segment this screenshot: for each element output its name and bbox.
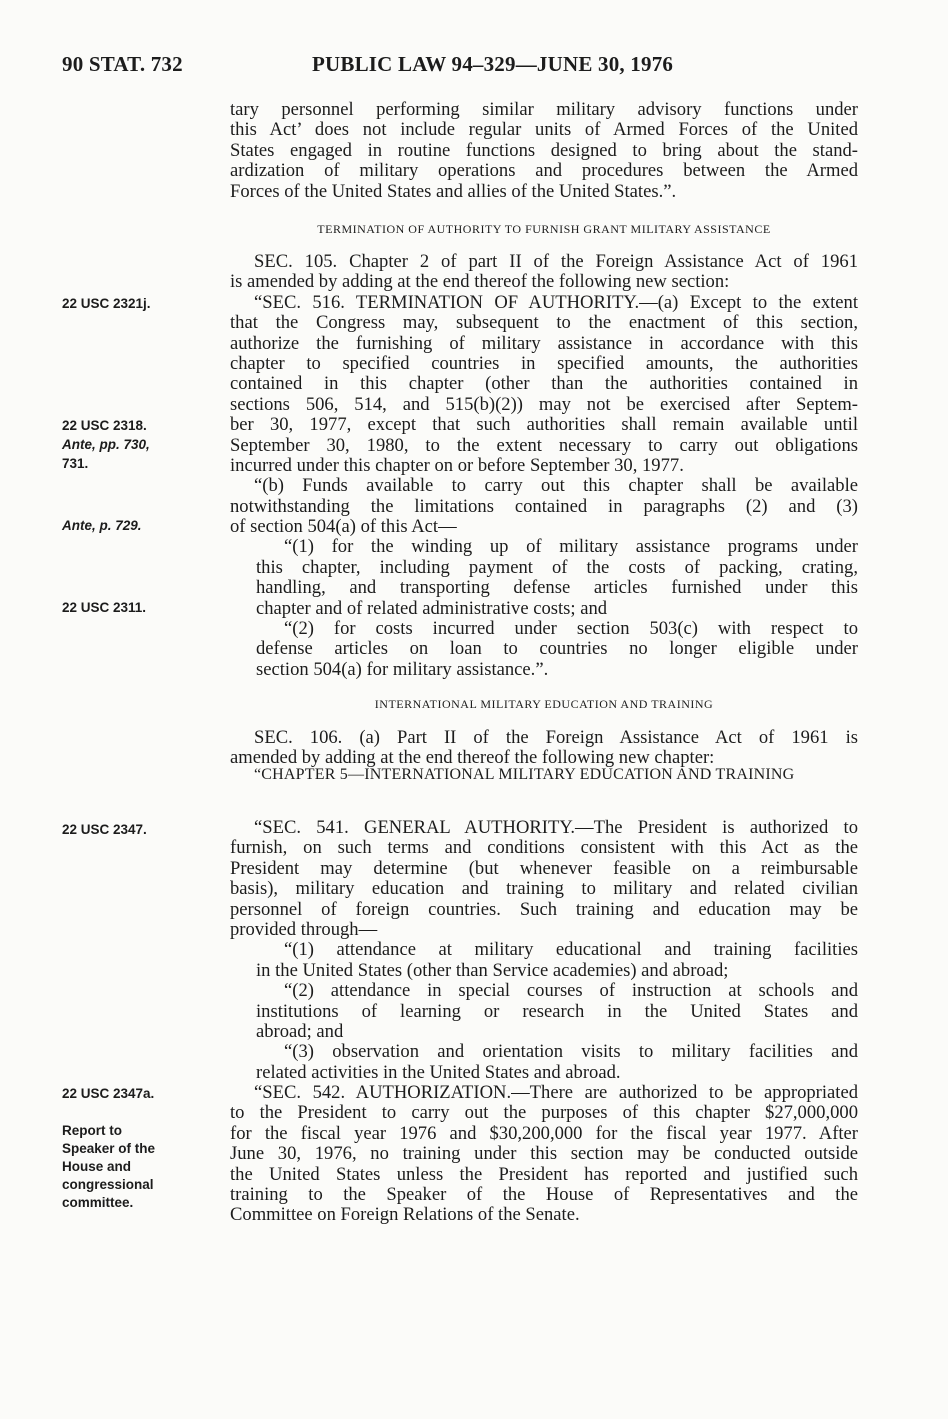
text-line: ber 30, 1977, except that such authorities shall remain available until [230, 414, 858, 436]
text-line: incurred under this chapter on or before September 30, 1977. [230, 454, 684, 476]
text-line: sections 506, 514, and 515(b)(2)) may not be exercised after Septem- [230, 393, 858, 415]
text-line: of section 504(a) of this Act— [230, 516, 457, 538]
margin-note-report [62, 1122, 155, 1212]
text-line: the United States unless the President has reported and justified such [230, 1163, 858, 1185]
margin-note [62, 516, 142, 536]
margin-note: 22 USC 2311. [62, 600, 147, 615]
text-line: President may determine (but whenever feasible on a reimbursable [230, 857, 858, 879]
text-line: training to the Speaker of the House of Representatives and the [230, 1184, 858, 1206]
text-line: this Act’ does not include regular units of Armed Forces of the United [230, 119, 858, 141]
text-line: contained in this chapter (other than the authorities contained in [230, 373, 858, 395]
text-line: SEC. 105. Chapter 2 of part II of the Foreign Assistance Act of 1961 [254, 251, 858, 272]
text-line: handling, and transporting defense articles furnished under this [256, 577, 858, 599]
text-line: section 504(a) for military assistance.”. [256, 658, 549, 680]
margin-note-italic: Ante, pp. 730, [62, 437, 150, 452]
margin-note: 22 USC 2347a. [62, 1086, 155, 1101]
text-line: chapter and of related administrative costs; and [256, 597, 608, 619]
page-stat-number: 90 STAT. 732 [62, 52, 183, 76]
text-block-chapter-5 [230, 818, 858, 1226]
page-header-title: PUBLIC LAW 94–329—JUNE 30, 1976 [312, 52, 674, 76]
text-line: “(1) for the winding up of military assistance programs under [284, 536, 858, 558]
margin-note-line: committee. [62, 1195, 134, 1210]
text-block-sec-106 [230, 728, 858, 769]
text-line: for the fiscal year 1976 and $30,200,000 for the fiscal year 1977. After [230, 1122, 858, 1144]
text-line: “(3) observation and orientation visits to military facilities and [284, 1041, 858, 1063]
text-line: related activities in the United States and abroad. [256, 1061, 621, 1083]
text-line: in the United States (other than Service academies) and abroad; [256, 959, 729, 981]
text-line: September 30, 1980, to the extent necessary to carry out obligations [230, 434, 858, 456]
text-line: authorize the furnishing of military assistance in accordance with this [230, 332, 858, 354]
text-line: that the Congress may, subsequent to the enactment of this section, [230, 312, 858, 334]
text-block-1 [230, 100, 858, 202]
text-line: “(2) attendance in special courses of instruction at schools and [284, 980, 858, 1002]
text-block-sec-105 [230, 252, 858, 680]
margin-note-line: Speaker of the [62, 1141, 156, 1156]
text-line: furnish, on such terms and conditions consistent with this Act as the [230, 837, 858, 859]
text-line: abroad; and [256, 1020, 344, 1042]
text-line: personnel of foreign countries. Such training and education may be [230, 898, 858, 920]
text-line: institutions of learning or research in the United States and [256, 1000, 858, 1022]
text-line: tary personnel performing similar military advisory functions under [230, 99, 858, 120]
margin-note-line: congressional [62, 1177, 154, 1192]
text-line: SEC. 106. (a) Part II of the Foreign Assistance Act of 1961 is [254, 727, 858, 748]
margin-note-line: House and [62, 1159, 132, 1174]
text-line: States engaged in routine functions designed to bring about the stand- [230, 139, 858, 161]
text-line: “SEC. 516. TERMINATION OF AUTHORITY.—(a) Except to the extent [254, 291, 858, 313]
margin-note [62, 435, 150, 455]
text-line: ardization of military operations and procedures between the Armed [230, 160, 858, 182]
margin-note: 22 USC 2318. [62, 418, 147, 433]
section-heading-imet: INTERNATIONAL MILITARY EDUCATION AND TRAINING [374, 697, 714, 711]
text-line: to the President to carry out the purposes of this chapter $27,000,000 [230, 1102, 858, 1124]
text-line: “SEC. 541. GENERAL AUTHORITY.—The President is authorized to [254, 817, 858, 838]
section-heading-termination: TERMINATION OF AUTHORITY TO FURNISH GRANT MILITARY ASSISTANCE [317, 222, 771, 236]
text-line: provided through— [230, 918, 378, 940]
text-line: Forces of the United States and allies of the United States.”. [230, 180, 677, 202]
margin-note-line: Report to [62, 1123, 122, 1138]
margin-note: 731. [62, 456, 89, 471]
text-line: Committee on Foreign Relations of the Senate. [230, 1204, 580, 1226]
text-line: June 30, 1976, no training under this section may be conducted outside [230, 1143, 858, 1165]
text-line: notwithstanding the limitations contained in paragraphs (2) and (3) [230, 495, 858, 517]
text-line: defense articles on loan to countries no longer eligible under [256, 638, 858, 660]
chapter-heading: “CHAPTER 5—INTERNATIONAL MILITARY EDUCATION AND TRAINING [254, 766, 795, 783]
text-line: basis), military education and training to military and related civilian [230, 878, 858, 900]
text-line: this chapter, including payment of the costs of packing, crating, [256, 556, 858, 578]
text-line: chapter to specified countries in specified amounts, the authorities [230, 352, 858, 374]
margin-note-italic: Ante, p. 729. [62, 518, 142, 533]
text-line: “(b) Funds available to carry out this chapter shall be available [254, 475, 858, 497]
text-line: “(1) attendance at military educational and training facilities [284, 939, 858, 961]
text-line: “SEC. 542. AUTHORIZATION.—There are authorized to be appropriated [254, 1082, 858, 1104]
margin-note: 22 USC 2347. [62, 822, 147, 837]
text-line: “(2) for costs incurred under section 503(c) with respect to [284, 618, 858, 640]
margin-note: 22 USC 2321j. [62, 296, 151, 311]
text-line: is amended by adding at the end thereof the following new section: [230, 271, 730, 293]
text-line: amended by adding at the end thereof the following new chapter: [230, 747, 715, 769]
